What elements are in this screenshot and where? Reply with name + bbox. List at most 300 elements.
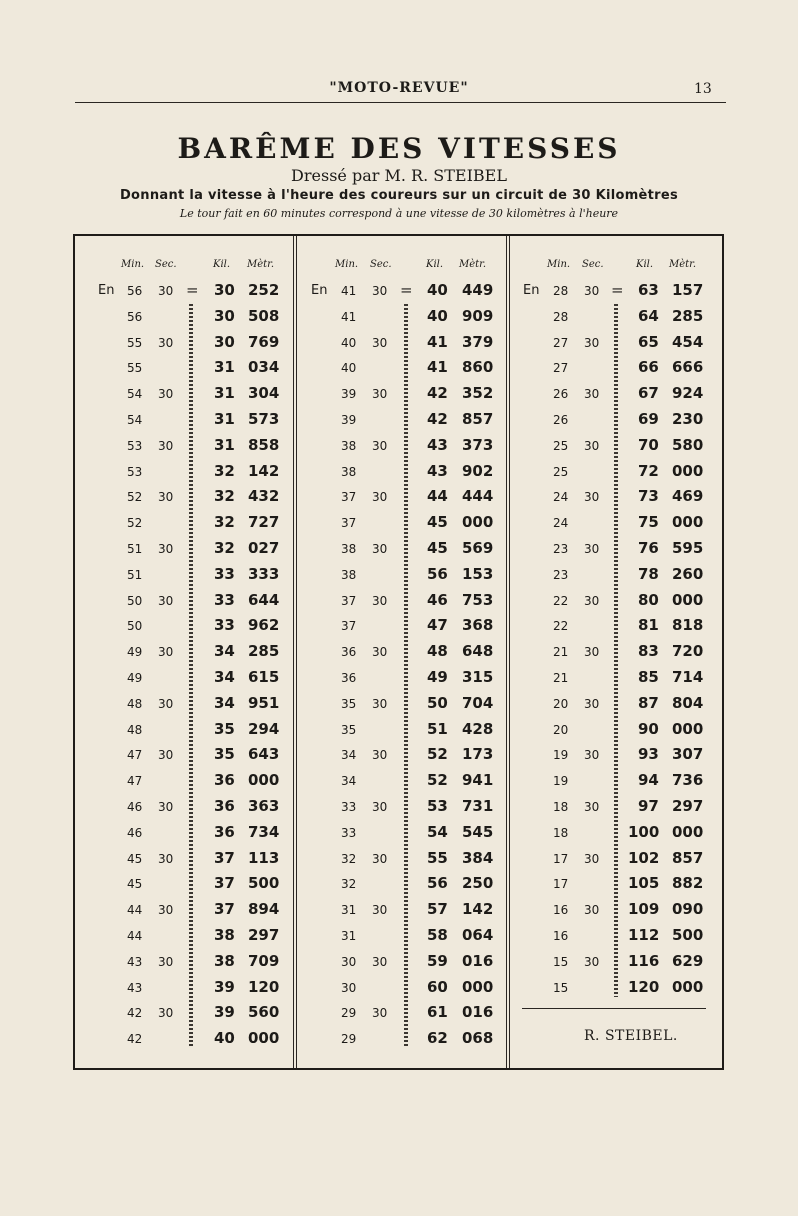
row-kilometers: 90	[638, 719, 659, 738]
row-minutes: 24	[553, 490, 569, 505]
row-minutes: 35	[341, 696, 357, 711]
row-meters: 368	[462, 616, 494, 635]
row-minutes: 27	[553, 361, 569, 376]
row-seconds: 30	[158, 593, 174, 608]
row-kilometers: 39	[214, 1003, 235, 1022]
header-sec: Sec.	[155, 259, 177, 270]
row-seconds: 30	[158, 903, 174, 918]
row-minutes: 20	[553, 722, 569, 737]
row-kilometers: 78	[638, 564, 659, 583]
row-seconds: 30	[584, 645, 600, 660]
row-minutes: 25	[553, 438, 569, 453]
row-meters: 731	[462, 797, 494, 815]
row-meters: 469	[672, 487, 704, 506]
row-minutes: 32	[341, 851, 357, 866]
row-seconds: 30	[372, 800, 388, 814]
row-kilometers: 48	[427, 642, 448, 661]
row-meters: 449	[462, 281, 494, 299]
row-minutes: 39	[341, 413, 357, 427]
row-kilometers: 36	[214, 822, 235, 841]
row-kilometers: 63	[638, 281, 659, 299]
row-kilometers: 30	[214, 332, 235, 351]
row-kilometers: 32	[214, 513, 235, 532]
row-seconds: 30	[158, 851, 174, 866]
row-meters: 379	[462, 332, 494, 351]
row-minutes: 37	[341, 516, 357, 531]
row-meters: 580	[672, 435, 704, 454]
row-kilometers: 66	[638, 358, 659, 377]
header-metr: Mètr.	[669, 259, 697, 270]
row-kilometers: 40	[214, 1029, 235, 1048]
row-minutes: 45	[127, 851, 143, 866]
row-kilometers: 52	[427, 745, 448, 764]
header-metr: Mètr.	[247, 259, 275, 270]
row-meters: 120	[248, 977, 280, 996]
row-seconds: 30	[372, 903, 388, 918]
row-meters: 882	[672, 874, 704, 893]
header-sec: Sec.	[370, 259, 392, 270]
row-meters: 643	[248, 745, 280, 764]
row-meters: 384	[462, 848, 494, 867]
row-seconds: 30	[584, 903, 600, 918]
row-kilometers: 42	[427, 384, 448, 403]
row-kilometers: 85	[638, 668, 659, 686]
row-meters: 769	[248, 332, 280, 351]
row-kilometers: 56	[427, 874, 448, 893]
row-kilometers: 67	[638, 384, 659, 403]
row-seconds: 30	[372, 284, 388, 298]
row-kilometers: 41	[427, 332, 448, 351]
header-sec: Sec.	[582, 259, 604, 270]
row-seconds: 30	[158, 954, 174, 969]
row-meters: 000	[672, 719, 704, 738]
row-meters: 857	[672, 848, 704, 867]
row-kilometers: 34	[214, 668, 235, 686]
row-kilometers: 56	[427, 564, 448, 583]
row-minutes: 44	[127, 929, 143, 943]
row-seconds: 30	[584, 284, 600, 298]
row-minutes: 24	[553, 516, 569, 531]
row-meters: 858	[248, 435, 280, 454]
row-kilometers: 38	[214, 951, 235, 970]
row-kilometers: 57	[427, 900, 448, 919]
row-meters: 363	[248, 797, 280, 815]
row-meters: 142	[248, 461, 280, 480]
row-seconds: 30	[584, 490, 600, 505]
row-minutes: 45	[127, 877, 143, 892]
row-kilometers: 73	[638, 487, 659, 506]
row-meters: 894	[248, 900, 280, 919]
row-kilometers: 31	[214, 384, 235, 403]
row-minutes: 49	[127, 671, 143, 685]
row-meters: 000	[462, 513, 494, 532]
row-minutes: 15	[553, 954, 569, 969]
row-meters: 454	[672, 332, 704, 351]
row-seconds: 30	[372, 490, 388, 505]
row-seconds: 30	[158, 748, 174, 763]
row-kilometers: 30	[214, 306, 235, 325]
row-minutes: 48	[127, 722, 143, 737]
row-minutes: 43	[127, 954, 143, 969]
row-minutes: 25	[553, 464, 569, 479]
row-meters: 500	[248, 874, 280, 893]
row-meters: 818	[672, 616, 704, 635]
row-seconds: 30	[584, 851, 600, 866]
row-kilometers: 81	[638, 616, 659, 635]
row-minutes: 53	[127, 438, 143, 453]
row-meters: 068	[462, 1029, 494, 1048]
row-minutes: 31	[341, 929, 357, 943]
row-seconds: 30	[584, 542, 600, 556]
row-meters: 333	[248, 564, 280, 583]
row-kilometers: 42	[427, 410, 448, 428]
row-minutes: 47	[127, 774, 143, 789]
row-meters: 000	[462, 977, 494, 996]
column-separator-2	[506, 236, 510, 1068]
row-minutes: 37	[341, 593, 357, 608]
row-kilometers: 112	[628, 926, 660, 944]
row-minutes: 16	[553, 929, 569, 943]
row-seconds: 30	[158, 645, 174, 660]
wavy-divider	[614, 304, 618, 997]
row-meters: 260	[672, 564, 704, 583]
row-meters: 573	[248, 410, 280, 428]
header-kil: Kil.	[636, 259, 654, 270]
row-kilometers: 30	[214, 281, 235, 299]
row-minutes: 31	[341, 903, 357, 918]
row-seconds: 30	[584, 387, 600, 402]
row-meters: 016	[462, 1003, 494, 1022]
row-kilometers: 76	[638, 539, 659, 557]
row-minutes: 55	[127, 361, 143, 376]
row-meters: 315	[462, 668, 494, 686]
row-meters: 000	[248, 1029, 280, 1048]
en-label: En	[311, 283, 328, 298]
row-minutes: 42	[127, 1006, 143, 1021]
row-minutes: 18	[553, 825, 569, 840]
main-title: BARÊME DES VITESSES	[177, 132, 621, 165]
signature-rule	[522, 1008, 706, 1009]
row-kilometers: 45	[427, 513, 448, 532]
row-seconds: 30	[158, 696, 174, 711]
row-kilometers: 40	[427, 281, 448, 299]
row-kilometers: 46	[427, 590, 448, 609]
row-minutes: 40	[341, 361, 357, 376]
row-kilometers: 43	[427, 461, 448, 480]
row-kilometers: 47	[427, 616, 448, 635]
row-kilometers: 61	[427, 1003, 448, 1022]
en-label: En	[98, 283, 115, 298]
row-meters: 714	[672, 668, 704, 686]
row-seconds: 30	[372, 696, 388, 711]
row-meters: 000	[672, 461, 704, 480]
row-kilometers: 83	[638, 642, 659, 661]
row-kilometers: 58	[427, 926, 448, 944]
row-meters: 909	[462, 306, 494, 325]
row-meters: 753	[462, 590, 494, 609]
row-meters: 924	[672, 384, 704, 403]
row-kilometers: 39	[214, 977, 235, 996]
row-minutes: 22	[553, 619, 569, 634]
row-seconds: 30	[372, 851, 388, 866]
row-meters: 962	[248, 616, 280, 635]
header-kil: Kil.	[426, 259, 444, 270]
running-title: "MOTO-REVUE"	[329, 80, 469, 96]
row-kilometers: 94	[638, 771, 659, 790]
row-kilometers: 69	[638, 410, 659, 428]
row-seconds: 30	[158, 542, 174, 556]
row-kilometers: 49	[427, 668, 448, 686]
row-minutes: 36	[341, 671, 357, 685]
row-seconds: 30	[372, 954, 388, 969]
row-kilometers: 32	[214, 487, 235, 506]
row-minutes: 29	[341, 1032, 357, 1047]
row-minutes: 32	[341, 877, 357, 892]
row-minutes: 54	[127, 387, 143, 402]
column-separator-1	[293, 236, 297, 1068]
row-minutes: 46	[127, 825, 143, 840]
row-kilometers: 109	[628, 900, 660, 919]
row-minutes: 50	[127, 593, 143, 608]
equals-sign: =	[611, 281, 624, 299]
row-kilometers: 40	[427, 306, 448, 325]
row-kilometers: 33	[214, 616, 235, 635]
row-minutes: 38	[341, 567, 357, 582]
row-minutes: 48	[127, 696, 143, 711]
row-meters: 252	[248, 281, 280, 299]
row-seconds: 30	[372, 387, 388, 402]
row-meters: 644	[248, 590, 280, 609]
row-kilometers: 100	[628, 822, 660, 841]
row-minutes: 27	[553, 335, 569, 350]
header-rule	[75, 102, 726, 103]
row-minutes: 33	[341, 800, 357, 814]
row-kilometers: 80	[638, 590, 659, 609]
row-kilometers: 34	[214, 642, 235, 661]
row-meters: 629	[672, 951, 704, 970]
row-minutes: 38	[341, 542, 357, 556]
row-kilometers: 37	[214, 874, 235, 893]
row-minutes: 41	[341, 309, 357, 324]
row-minutes: 19	[553, 748, 569, 763]
row-seconds: 30	[584, 438, 600, 453]
row-minutes: 17	[553, 851, 569, 866]
row-meters: 569	[462, 539, 494, 557]
row-seconds: 30	[158, 800, 174, 814]
row-seconds: 30	[372, 335, 388, 350]
row-meters: 615	[248, 668, 280, 686]
row-minutes: 15	[553, 980, 569, 995]
row-minutes: 39	[341, 387, 357, 402]
row-meters: 444	[462, 487, 494, 506]
subtitle: Donnant la vitesse à l'heure des coureurs sur un circuit de 30 Kilomètres	[119, 188, 679, 203]
header-min: Min.	[547, 259, 571, 270]
row-minutes: 54	[127, 413, 143, 427]
row-kilometers: 36	[214, 771, 235, 790]
row-kilometers: 33	[214, 564, 235, 583]
en-label: En	[523, 283, 540, 298]
row-meters: 294	[248, 719, 280, 738]
equals-sign: =	[400, 281, 413, 299]
row-meters: 157	[672, 281, 704, 299]
row-meters: 297	[248, 926, 280, 944]
row-seconds: 30	[372, 542, 388, 556]
row-minutes: 16	[553, 903, 569, 918]
row-seconds: 30	[584, 954, 600, 969]
row-minutes: 20	[553, 696, 569, 711]
row-meters: 027	[248, 539, 280, 557]
row-meters: 304	[248, 384, 280, 403]
row-minutes: 34	[341, 774, 357, 789]
row-kilometers: 44	[427, 487, 448, 506]
row-meters: 142	[462, 900, 494, 919]
row-kilometers: 31	[214, 410, 235, 428]
row-seconds: 30	[372, 748, 388, 763]
row-seconds: 30	[372, 645, 388, 660]
row-meters: 432	[248, 487, 280, 506]
row-minutes: 51	[127, 542, 143, 556]
row-kilometers: 45	[427, 539, 448, 557]
row-kilometers: 97	[638, 797, 659, 815]
header-min: Min.	[335, 259, 359, 270]
row-kilometers: 120	[628, 977, 660, 996]
row-seconds: 30	[584, 748, 600, 763]
row-meters: 727	[248, 513, 280, 532]
row-kilometers: 51	[427, 719, 448, 738]
row-meters: 428	[462, 719, 494, 738]
row-kilometers: 43	[427, 435, 448, 454]
row-minutes: 40	[341, 335, 357, 350]
row-minutes: 30	[341, 954, 357, 969]
row-kilometers: 31	[214, 435, 235, 454]
row-minutes: 52	[127, 490, 143, 505]
row-minutes: 28	[553, 284, 569, 298]
row-meters: 000	[672, 590, 704, 609]
row-minutes: 18	[553, 800, 569, 814]
row-meters: 902	[462, 461, 494, 480]
row-meters: 951	[248, 693, 280, 712]
row-meters: 352	[462, 384, 494, 403]
row-meters: 560	[248, 1003, 280, 1022]
row-meters: 000	[672, 822, 704, 841]
row-meters: 016	[462, 951, 494, 970]
row-minutes: 41	[341, 284, 357, 298]
page-number: 13	[694, 81, 712, 97]
row-kilometers: 34	[214, 693, 235, 712]
row-minutes: 21	[553, 671, 569, 685]
row-kilometers: 35	[214, 745, 235, 764]
row-seconds: 30	[158, 438, 174, 453]
row-seconds: 30	[584, 593, 600, 608]
row-minutes: 52	[127, 516, 143, 531]
row-meters: 064	[462, 926, 494, 944]
row-minutes: 55	[127, 335, 143, 350]
row-minutes: 38	[341, 464, 357, 479]
row-kilometers: 37	[214, 900, 235, 919]
row-meters: 285	[248, 642, 280, 661]
row-meters: 113	[248, 848, 280, 867]
row-kilometers: 87	[638, 693, 659, 712]
row-kilometers: 52	[427, 771, 448, 790]
row-kilometers: 62	[427, 1029, 448, 1048]
row-meters: 230	[672, 410, 704, 428]
row-meters: 000	[672, 977, 704, 996]
row-meters: 373	[462, 435, 494, 454]
row-meters: 704	[462, 693, 494, 712]
row-minutes: 26	[553, 387, 569, 402]
row-kilometers: 93	[638, 745, 659, 764]
row-meters: 648	[462, 642, 494, 661]
row-seconds: 30	[158, 387, 174, 402]
row-minutes: 29	[341, 1006, 357, 1021]
row-minutes: 43	[127, 980, 143, 995]
row-meters: 545	[462, 822, 494, 841]
row-kilometers: 36	[214, 797, 235, 815]
row-minutes: 21	[553, 645, 569, 660]
row-minutes: 53	[127, 464, 143, 479]
row-meters: 173	[462, 745, 494, 764]
row-minutes: 23	[553, 567, 569, 582]
row-minutes: 51	[127, 567, 143, 582]
row-kilometers: 32	[214, 461, 235, 480]
row-minutes: 26	[553, 413, 569, 427]
row-kilometers: 116	[628, 951, 660, 970]
row-meters: 500	[672, 926, 704, 944]
row-seconds: 30	[158, 1006, 174, 1021]
row-kilometers: 72	[638, 461, 659, 480]
row-meters: 153	[462, 564, 494, 583]
row-minutes: 35	[341, 722, 357, 737]
row-meters: 297	[672, 797, 704, 815]
header-kil: Kil.	[213, 259, 231, 270]
row-seconds: 30	[158, 284, 174, 298]
row-minutes: 49	[127, 645, 143, 660]
row-seconds: 30	[158, 490, 174, 505]
row-meters: 857	[462, 410, 494, 428]
row-minutes: 50	[127, 619, 143, 634]
row-kilometers: 59	[427, 951, 448, 970]
row-meters: 000	[672, 513, 704, 532]
row-kilometers: 37	[214, 848, 235, 867]
row-meters: 285	[672, 306, 704, 325]
row-minutes: 38	[341, 438, 357, 453]
row-minutes: 47	[127, 748, 143, 763]
row-seconds: 30	[372, 1006, 388, 1021]
row-seconds: 30	[372, 438, 388, 453]
row-kilometers: 33	[214, 590, 235, 609]
row-kilometers: 54	[427, 822, 448, 841]
row-kilometers: 65	[638, 332, 659, 351]
row-meters: 736	[672, 771, 704, 790]
row-meters: 666	[672, 358, 704, 377]
row-meters: 508	[248, 306, 280, 325]
note: Le tour fait en 60 minutes correspond à une vitesse de 30 kilomètres à l'heure	[179, 207, 619, 220]
row-seconds: 30	[158, 335, 174, 350]
row-meters: 000	[248, 771, 280, 790]
wavy-divider	[404, 304, 408, 1048]
row-kilometers: 53	[427, 797, 448, 815]
row-seconds: 30	[372, 593, 388, 608]
row-meters: 595	[672, 539, 704, 557]
row-meters: 090	[672, 900, 704, 919]
signature: R. STEIBEL.	[584, 1028, 678, 1044]
row-minutes: 56	[127, 284, 143, 298]
header-metr: Mètr.	[459, 259, 487, 270]
row-minutes: 56	[127, 309, 143, 324]
row-meters: 941	[462, 771, 494, 790]
row-kilometers: 102	[628, 848, 660, 867]
row-minutes: 17	[553, 877, 569, 892]
